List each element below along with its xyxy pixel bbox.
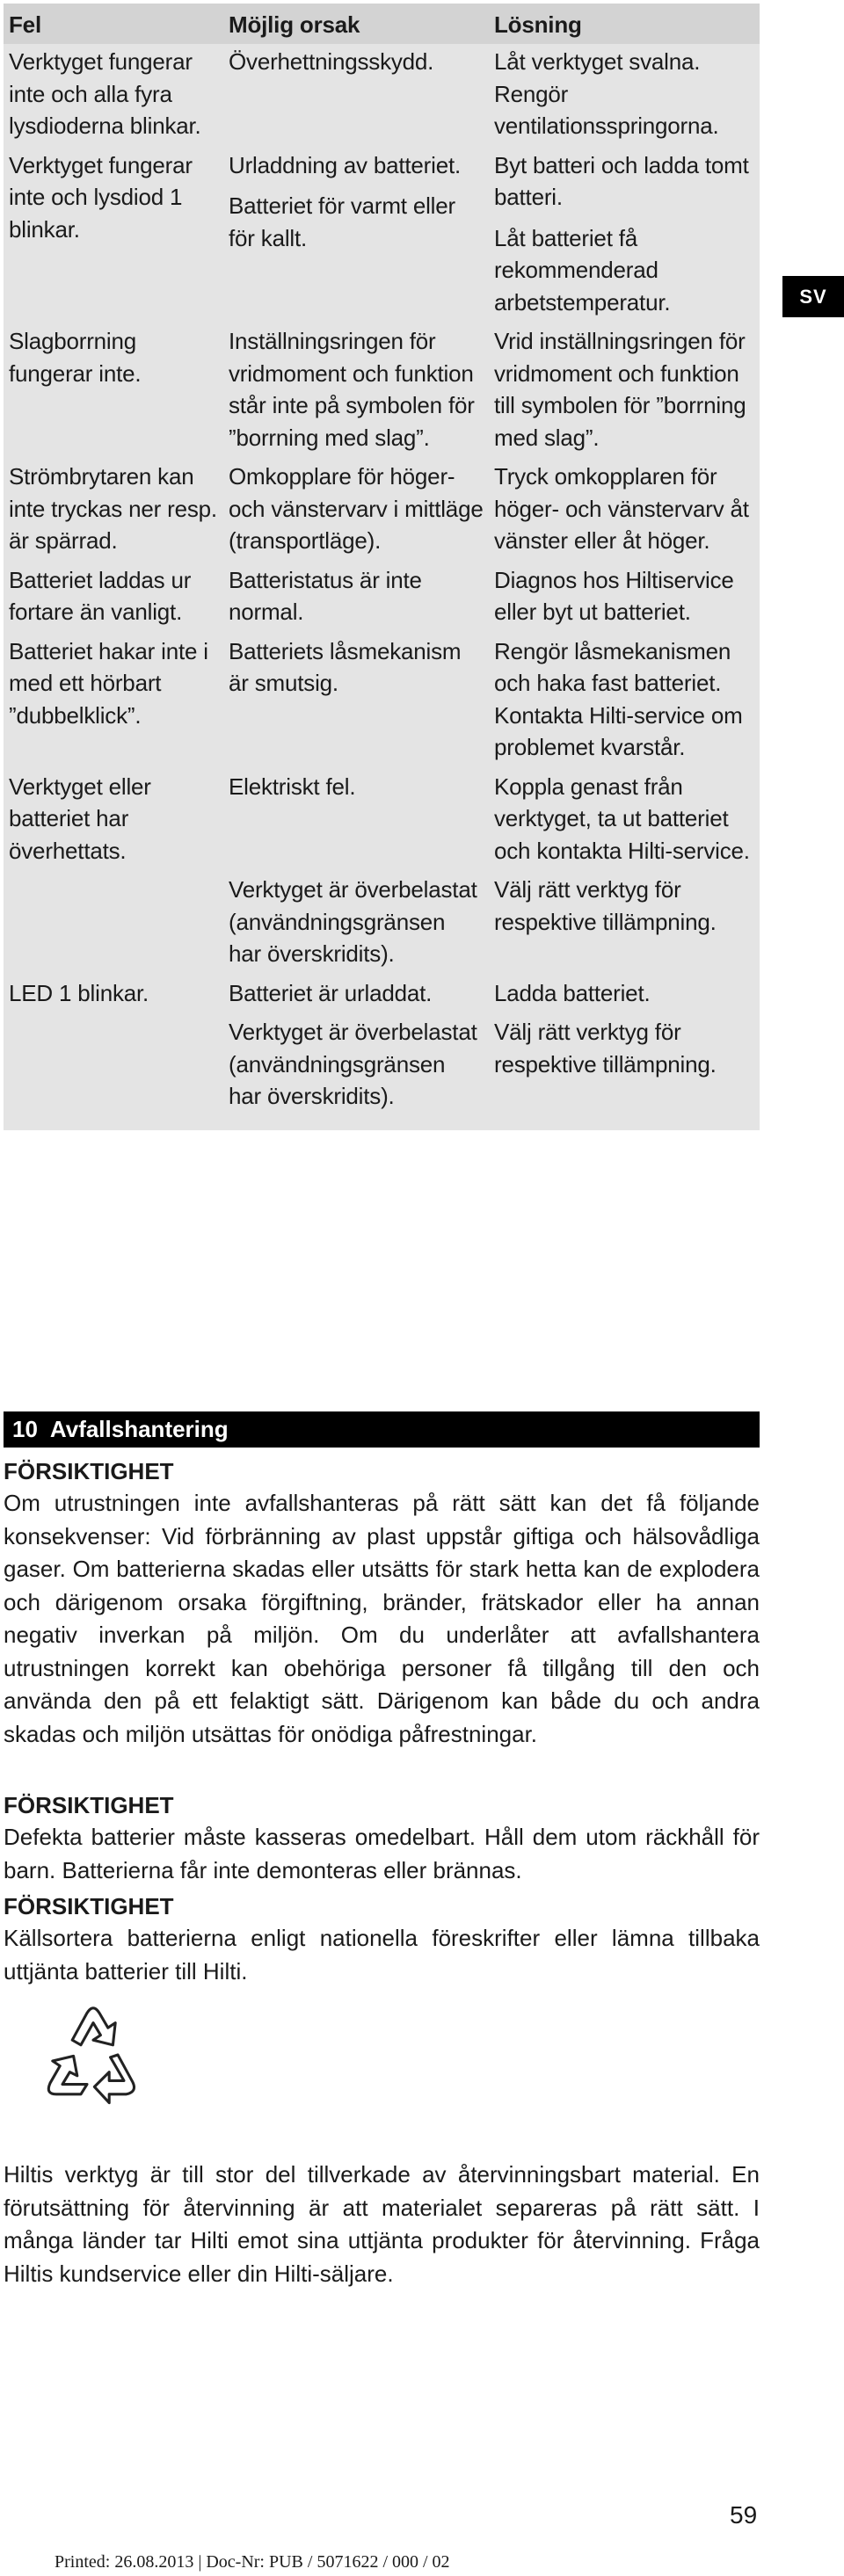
print-info: Printed: 26.08.2013 | Doc-Nr: PUB / 5071622 / 000 / 02 bbox=[55, 2552, 450, 2572]
orsak-line: Verktyget är överbelastat (användningsgränsen har överskridits). bbox=[229, 1019, 477, 1109]
orsak-line: Batteriet är urladdat. bbox=[229, 979, 433, 1006]
cell-fel: Verktyget fungerar inte och lysdiod 1 blinkar. bbox=[4, 148, 223, 324]
cell-losning bbox=[489, 634, 760, 769]
cell-orsak bbox=[223, 634, 489, 769]
recycle-icon bbox=[32, 1993, 155, 2116]
losning-line: Tryck omkopplaren för höger- och vänstervarv åt vänster eller åt höger. bbox=[494, 463, 749, 554]
cell-orsak bbox=[223, 459, 489, 562]
table-row bbox=[4, 769, 760, 873]
language-tab: SV bbox=[782, 276, 844, 317]
column-header-losning: Lösning bbox=[489, 4, 760, 44]
cell-losning bbox=[489, 148, 760, 324]
recycling-paragraph: Hiltis verktyg är till stor del tillverkade av återvinningsbart material. En förutsättning för återvinning är att materialet separeras på rätt sätt. I många länder tar Hilti emot sina uttjänta produkter för återvinning. Fråga Hiltis kundservice eller din Hilti-säljare. bbox=[4, 2161, 760, 2287]
losning-line: Låt verktyget svalna. Rengör ventilationsspringorna. bbox=[494, 48, 719, 139]
caution-label: FÖRSIKTIGHET bbox=[4, 1893, 174, 1919]
table-row bbox=[4, 148, 760, 324]
table-row bbox=[4, 562, 760, 634]
losning-line: Diagnos hos Hiltiservice eller byt ut batteriet. bbox=[494, 566, 734, 625]
cell-orsak bbox=[223, 872, 489, 976]
column-header-orsak: Möjlig orsak bbox=[223, 4, 489, 44]
caution-text: Om utrustningen inte avfallshanteras på rätt sätt kan det få följande konsekvenser: Vid förbränning av plast uppstår giftiga och hälsovådliga gaser. Om batterierna skadas eller utsätts för stark hetta kan de explodera och därigenom orsaka förgiftning, bränder, frätskador eller ha annan negativ inverkan på miljön. Om du underlåter att avfallshantera utrustningen korrekt kan obehöriga personer få tillgång till den och använda den på ett felaktigt sätt. Därigenom kan både du och andra skadas och miljön utsättas för onödiga påfrestningar. bbox=[4, 1490, 760, 1747]
cell-orsak bbox=[223, 148, 489, 324]
cell-orsak bbox=[223, 562, 489, 634]
cell-losning bbox=[489, 976, 760, 1015]
caution-label: FÖRSIKTIGHET bbox=[4, 1458, 174, 1484]
troubleshooting-table bbox=[4, 4, 760, 1130]
cell-fel: Strömbrytaren kan inte tryckas ner resp. är spärrad. bbox=[4, 459, 223, 562]
table-header-row bbox=[4, 4, 760, 44]
losning-line: Välj rätt verktyg för respektive tillämpning. bbox=[494, 1019, 717, 1078]
cell-orsak bbox=[223, 44, 489, 148]
orsak-line: Överhettningsskydd. bbox=[229, 48, 434, 75]
cell-fel: Verktyget eller batteriet har överhettats. bbox=[4, 769, 223, 976]
orsak-line: Omkopplare för höger- och vänstervarv i mittläge (transportläge). bbox=[229, 463, 484, 554]
orsak-line: Urladdning av batteriet. bbox=[229, 151, 462, 178]
cell-losning bbox=[489, 562, 760, 634]
table-row bbox=[4, 459, 760, 562]
section-title: Avfallshantering bbox=[49, 1416, 229, 1442]
losning-line: Välj rätt verktyg för respektive tillämpning. bbox=[494, 876, 717, 935]
caution-text: Defekta batterier måste kasseras omedelbart. Håll dem utom räckhåll för barn. Batterierna får inte demonteras eller brännas. bbox=[4, 1824, 760, 1883]
table-row bbox=[4, 44, 760, 148]
table-row bbox=[4, 634, 760, 769]
caution-block-2 bbox=[4, 1789, 760, 1887]
caution-block-1 bbox=[4, 1455, 760, 1751]
table-row bbox=[4, 976, 760, 1015]
cell-fel: LED 1 blinkar. bbox=[4, 976, 223, 1130]
cell-orsak bbox=[223, 976, 489, 1015]
losning-line: Låt batteriet få rekommenderad arbetstemperatur. bbox=[494, 224, 671, 316]
losning-line: Rengör låsmekanismen och haka fast batteriet. Kontakta Hilti-service om problemet kvarstår. bbox=[494, 637, 743, 760]
cell-fel: Verktyget fungerar inte och alla fyra lysdioderna blinkar. bbox=[4, 44, 223, 148]
orsak-line: Verktyget är överbelastat (användningsgränsen har överskridits). bbox=[229, 876, 477, 967]
cell-losning bbox=[489, 872, 760, 976]
orsak-line: Inställningsringen för vridmoment och funktion står inte på symbolen för ”borrning med slag”. bbox=[229, 328, 475, 451]
cell-orsak bbox=[223, 1014, 489, 1130]
orsak-line: Batteriets låsmekanism är smutsig. bbox=[229, 637, 462, 696]
losning-line: Koppla genast från verktyget, ta ut batteriet och kontakta Hilti-service. bbox=[494, 773, 750, 864]
column-header-fel: Fel bbox=[4, 4, 223, 44]
caution-text: Källsortera batterierna enligt nationella föreskrifter eller lämna tillbaka uttjänta batterier till Hilti. bbox=[4, 1925, 760, 1985]
caution-block-3 bbox=[4, 1890, 760, 1988]
cell-losning bbox=[489, 44, 760, 148]
cell-losning bbox=[489, 323, 760, 459]
cell-losning bbox=[489, 459, 760, 562]
cell-fel: Batteriet laddas ur fortare än vanligt. bbox=[4, 562, 223, 634]
cell-losning bbox=[489, 769, 760, 873]
table-row bbox=[4, 323, 760, 459]
orsak-line: Batteristatus är inte normal. bbox=[229, 566, 422, 625]
cell-losning bbox=[489, 1014, 760, 1130]
orsak-line: Elektriskt fel. bbox=[229, 773, 356, 800]
cell-fel: Batteriet hakar inte i med ett hörbart ”dubbelklick”. bbox=[4, 634, 223, 769]
losning-line: Byt batteri och ladda tomt batteri. bbox=[494, 151, 749, 210]
section-heading bbox=[4, 1411, 760, 1448]
cell-fel: Slagborrning fungerar inte. bbox=[4, 323, 223, 459]
page-number: 59 bbox=[730, 2501, 758, 2529]
orsak-line: Batteriet för varmt eller för kallt. bbox=[229, 192, 455, 251]
cell-orsak bbox=[223, 323, 489, 459]
losning-line: Vrid inställningsringen för vridmoment och funktion till symbolen för ”borrning med slag”. bbox=[494, 328, 746, 451]
losning-line: Ladda batteriet. bbox=[494, 979, 651, 1006]
section-number: 10 bbox=[12, 1416, 38, 1442]
cell-orsak bbox=[223, 769, 489, 873]
caution-label: FÖRSIKTIGHET bbox=[4, 1792, 174, 1818]
